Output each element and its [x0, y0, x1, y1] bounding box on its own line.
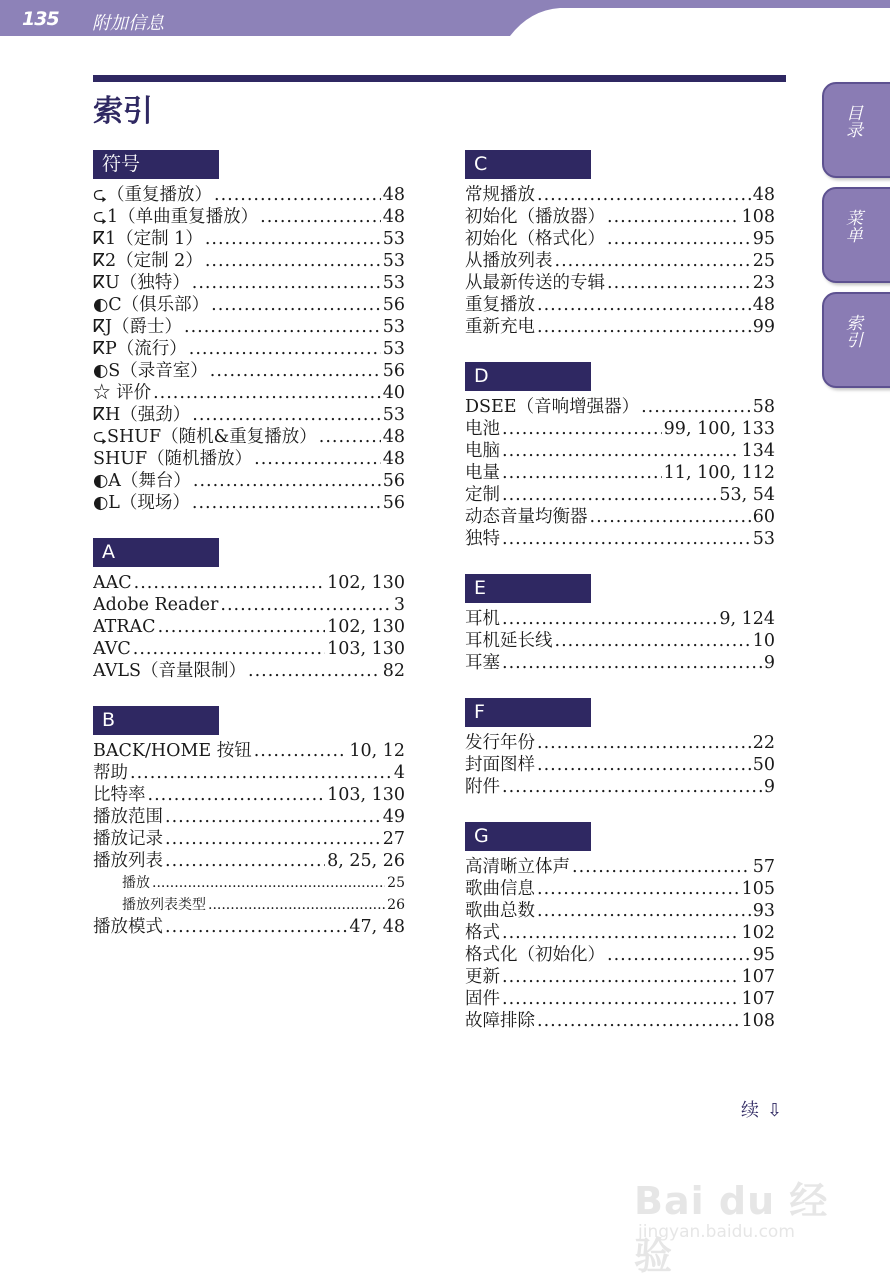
tab-menu[interactable] — [822, 187, 890, 283]
entry-page: 53 — [382, 339, 405, 359]
tab-menu-label: 菜单 — [842, 209, 862, 243]
index-entry[interactable] — [465, 776, 775, 798]
index-entry[interactable] — [465, 856, 775, 878]
entry-term: 初始化（播放器） — [465, 207, 605, 227]
entry-term: DSEE（音响增强器） — [465, 397, 640, 417]
entry-page: 9 — [763, 777, 775, 797]
index-entry[interactable] — [93, 916, 405, 938]
arrow-down-icon: ⇩ — [767, 1100, 783, 1121]
index-entry[interactable] — [465, 652, 775, 674]
entry-page: 102, 130 — [327, 617, 405, 637]
entry-page: 50 — [752, 755, 775, 775]
entry-page: 22 — [752, 733, 775, 753]
entry-page: 53 — [382, 251, 405, 271]
entry-term: ⴽP（流行） — [93, 339, 187, 359]
dot-leader — [148, 784, 326, 806]
dot-leader — [248, 660, 381, 682]
dot-leader — [165, 850, 325, 872]
dot-leader — [192, 404, 380, 426]
entry-term: ☆ 评价 — [93, 383, 152, 403]
dot-leader — [158, 616, 326, 638]
entry-term: 播放列表类型 — [122, 897, 206, 913]
dot-leader — [260, 206, 381, 228]
index-section — [465, 574, 775, 674]
section-heading: 符号 — [93, 150, 219, 179]
dot-leader — [193, 470, 381, 492]
entry-page: 53 — [382, 317, 405, 337]
entry-term: ⴽH（强劲） — [93, 405, 191, 425]
index-entry[interactable] — [93, 806, 405, 828]
entry-page: 108 — [741, 1011, 775, 1031]
entry-page: 53 — [752, 529, 775, 549]
entry-page: 53, 54 — [719, 485, 775, 505]
tab-contents[interactable] — [822, 82, 890, 178]
index-entry[interactable] — [465, 396, 775, 418]
index-entry[interactable] — [93, 828, 405, 850]
index-entry[interactable] — [93, 228, 405, 250]
entry-page: 56 — [382, 471, 405, 491]
entry-term: AVC — [93, 639, 131, 659]
dot-leader — [134, 572, 325, 594]
entry-page: 103, 130 — [327, 639, 405, 659]
entry-term: ⴽU（独特） — [93, 273, 190, 293]
dot-leader — [607, 206, 740, 228]
entry-page: 56 — [382, 361, 405, 381]
index-entry[interactable] — [465, 440, 775, 462]
index-entry[interactable] — [93, 272, 405, 294]
entry-page: 26 — [387, 897, 405, 913]
dot-leader — [502, 418, 662, 440]
entry-page: 102, 130 — [327, 573, 405, 593]
entry-page: 103, 130 — [327, 785, 405, 805]
entry-term: 重复播放 — [465, 295, 535, 315]
dot-leader — [537, 316, 751, 338]
entry-term: BACK/HOME 按钮 — [93, 741, 252, 761]
entry-term: SHUF（随机播放） — [93, 449, 253, 469]
entry-page: 57 — [752, 857, 775, 877]
dot-leader — [537, 732, 751, 754]
section-heading: A — [93, 538, 219, 567]
entry-page: 95 — [752, 945, 775, 965]
entry-term: AAC — [93, 573, 132, 593]
entry-term: 耳机 — [465, 609, 500, 629]
entry-term: 播放范围 — [93, 807, 163, 827]
index-entry[interactable] — [93, 872, 405, 894]
dot-leader — [607, 272, 751, 294]
entry-page: 56 — [382, 295, 405, 315]
index-entry[interactable] — [465, 754, 775, 776]
entry-term: Adobe Reader — [93, 595, 219, 615]
entry-term: 高清晰立体声 — [465, 857, 570, 877]
index-entry[interactable] — [465, 922, 775, 944]
entry-page: 107 — [741, 989, 775, 1009]
entry-page: 82 — [382, 661, 405, 681]
entry-page: 134 — [741, 441, 775, 461]
entry-page: 23 — [752, 273, 775, 293]
index-section — [93, 538, 405, 682]
entry-term: 电脑 — [465, 441, 500, 461]
entry-page: 4 — [393, 763, 405, 783]
index-entry[interactable] — [93, 316, 405, 338]
dot-leader — [153, 382, 381, 404]
entry-term: 常规播放 — [465, 185, 535, 205]
entry-term: 电池 — [465, 419, 500, 439]
entry-term: 定制 — [465, 485, 500, 505]
entry-page: 56 — [382, 493, 405, 513]
entry-page: 48 — [382, 427, 405, 447]
index-entry[interactable] — [93, 784, 405, 806]
entry-term: ◐C（俱乐部） — [93, 295, 210, 315]
index-entry[interactable] — [465, 228, 775, 250]
entry-term: ⮎SHUF（随机&重复播放） — [93, 427, 317, 447]
entry-term: 帮助 — [93, 763, 128, 783]
entry-term: 固件 — [465, 989, 500, 1009]
index-column-right — [465, 150, 775, 1056]
index-entry[interactable] — [93, 894, 405, 916]
index-entry[interactable] — [465, 988, 775, 1010]
entry-page: 93 — [752, 901, 775, 921]
dot-leader — [254, 740, 348, 762]
entry-page: 99 — [752, 317, 775, 337]
dot-leader — [214, 184, 381, 206]
index-entry[interactable] — [465, 506, 775, 528]
entry-term: 播放 — [122, 875, 150, 891]
entry-page: 25 — [752, 251, 775, 271]
index-entry[interactable] — [465, 1010, 775, 1032]
dot-leader — [502, 988, 740, 1010]
index-section — [465, 362, 775, 550]
dot-leader — [537, 900, 751, 922]
index-entry[interactable] — [93, 184, 405, 206]
index-entry[interactable] — [465, 878, 775, 900]
section-heading: B — [93, 706, 219, 735]
dot-leader — [537, 754, 751, 776]
entry-page: 10 — [752, 631, 775, 651]
entry-term: 格式化（初始化） — [465, 945, 605, 965]
entry-page: 48 — [382, 207, 405, 227]
index-entry[interactable] — [93, 850, 405, 872]
dot-leader — [502, 484, 717, 506]
section-heading: G — [465, 822, 591, 851]
dot-leader — [211, 294, 381, 316]
entry-page: 48 — [752, 185, 775, 205]
entry-page: 48 — [382, 449, 405, 469]
watermark — [634, 1160, 844, 1278]
entry-term: 电量 — [465, 463, 500, 483]
entry-page: 95 — [752, 229, 775, 249]
index-entry[interactable] — [93, 638, 405, 660]
index-entry[interactable] — [465, 184, 775, 206]
index-entry[interactable] — [93, 470, 405, 492]
entry-page: 60 — [752, 507, 775, 527]
index-entry[interactable] — [93, 338, 405, 360]
dot-leader — [319, 426, 381, 448]
dot-leader — [192, 272, 381, 294]
tab-index[interactable] — [822, 292, 890, 388]
entry-term: ⮎1（单曲重复播放） — [93, 207, 259, 227]
index-entry[interactable] — [465, 944, 775, 966]
dot-leader — [502, 440, 740, 462]
watermark-url: jingyan.baidu.com — [638, 1222, 795, 1242]
entry-term: 从播放列表 — [465, 251, 553, 271]
dot-leader — [205, 250, 381, 272]
entry-page: 108 — [741, 207, 775, 227]
dot-leader — [205, 228, 381, 250]
index-entry[interactable] — [465, 206, 775, 228]
entry-page: 48 — [752, 295, 775, 315]
entry-term: 附件 — [465, 777, 500, 797]
dot-leader — [165, 916, 347, 938]
dot-leader — [189, 338, 381, 360]
index-entry[interactable] — [93, 616, 405, 638]
entry-term: ⴽ2（定制 2） — [93, 251, 203, 271]
entry-term: 播放模式 — [93, 917, 163, 937]
dot-leader — [502, 922, 740, 944]
dot-leader — [502, 462, 662, 484]
index-entry[interactable] — [465, 316, 775, 338]
dot-leader — [502, 608, 717, 630]
entry-term: ◐L（现场） — [93, 493, 190, 513]
dot-leader — [537, 1010, 740, 1032]
title-rule — [93, 75, 786, 82]
index-entry[interactable] — [93, 250, 405, 272]
index-entry[interactable] — [93, 572, 405, 594]
entry-term: 从最新传送的专辑 — [465, 273, 605, 293]
index-entry[interactable] — [93, 492, 405, 514]
dot-leader — [152, 872, 385, 894]
index-entry[interactable] — [465, 418, 775, 440]
entry-page: 47, 48 — [349, 917, 405, 937]
index-column-left — [93, 150, 405, 962]
watermark-brand: Bai du 经验 — [634, 1179, 829, 1278]
entry-page: 102 — [741, 923, 775, 943]
entry-page: 49 — [382, 807, 405, 827]
index-section — [465, 698, 775, 798]
section-heading: E — [465, 574, 591, 603]
entry-page: 53 — [382, 229, 405, 249]
dot-leader — [590, 506, 751, 528]
entry-term: 耳机延长线 — [465, 631, 553, 651]
index-entry[interactable] — [93, 594, 405, 616]
index-entry[interactable] — [93, 426, 405, 448]
tab-index-label: 索引 — [842, 314, 862, 348]
continued-label: 续 — [741, 1100, 759, 1121]
index-entry[interactable] — [465, 528, 775, 550]
dot-leader — [208, 894, 385, 916]
entry-page: 9, 124 — [719, 609, 775, 629]
entry-term: 播放列表 — [93, 851, 163, 871]
entry-page: 40 — [382, 383, 405, 403]
dot-leader — [192, 492, 381, 514]
index-entry[interactable] — [93, 448, 405, 470]
index-entry[interactable] — [93, 762, 405, 784]
index-entry[interactable] — [465, 608, 775, 630]
section-name: 附加信息 — [92, 13, 164, 34]
dot-leader — [133, 638, 325, 660]
entry-term: 更新 — [465, 967, 500, 987]
index-entry[interactable] — [93, 404, 405, 426]
entry-term: ⮎（重复播放） — [93, 185, 213, 205]
index-section — [93, 150, 405, 514]
dot-leader — [537, 294, 751, 316]
dot-leader — [607, 944, 751, 966]
entry-page: 53 — [382, 405, 405, 425]
entry-page: 9 — [763, 653, 775, 673]
entry-term: 耳塞 — [465, 653, 500, 673]
index-entry[interactable] — [93, 660, 405, 682]
index-entry[interactable] — [465, 272, 775, 294]
entry-term: 歌曲总数 — [465, 901, 535, 921]
dot-leader — [254, 448, 381, 470]
entry-page: 107 — [741, 967, 775, 987]
dot-leader — [641, 396, 751, 418]
entry-term: 发行年份 — [465, 733, 535, 753]
entry-page: 8, 25, 26 — [327, 851, 405, 871]
entry-page: 27 — [382, 829, 405, 849]
entry-term: 独特 — [465, 529, 500, 549]
entry-page: 99, 100, 133 — [663, 419, 775, 439]
entry-term: 歌曲信息 — [465, 879, 535, 899]
entry-term: 故障排除 — [465, 1011, 535, 1031]
entry-term: 封面图样 — [465, 755, 535, 775]
dot-leader — [607, 228, 751, 250]
entry-page: 11, 100, 112 — [663, 463, 775, 483]
dot-leader — [537, 878, 740, 900]
entry-term: ◐A（舞台） — [93, 471, 191, 491]
entry-term: 动态音量均衡器 — [465, 507, 588, 527]
entry-term: ⴽJ（爵士） — [93, 317, 183, 337]
index-section — [93, 706, 405, 938]
page-title: 索引 — [93, 94, 153, 129]
dot-leader — [555, 250, 751, 272]
dot-leader — [165, 806, 381, 828]
dot-leader — [572, 856, 751, 878]
index-entry[interactable] — [93, 382, 405, 404]
entry-term: 重新充电 — [465, 317, 535, 337]
dot-leader — [537, 184, 751, 206]
index-section — [465, 150, 775, 338]
entry-term: 初始化（格式化） — [465, 229, 605, 249]
entry-page: 3 — [393, 595, 405, 615]
entry-term: 格式 — [465, 923, 500, 943]
entry-term: ATRAC — [93, 617, 156, 637]
section-heading: F — [465, 698, 591, 727]
index-entry[interactable] — [465, 484, 775, 506]
continued-link[interactable] — [741, 1096, 782, 1122]
entry-page: 53 — [382, 273, 405, 293]
entry-term: ◐S（录音室） — [93, 361, 208, 381]
entry-term: 比特率 — [93, 785, 146, 805]
entry-page: 10, 12 — [349, 741, 405, 761]
tab-contents-label: 目录 — [842, 104, 862, 138]
section-heading: C — [465, 150, 591, 179]
index-entry[interactable] — [93, 740, 405, 762]
index-entry[interactable] — [93, 294, 405, 316]
entry-term: AVLS（音量限制） — [93, 661, 247, 681]
index-entry[interactable] — [465, 732, 775, 754]
dot-leader — [555, 630, 751, 652]
dot-leader — [220, 594, 391, 616]
index-entry[interactable] — [93, 360, 405, 382]
dot-leader — [502, 966, 740, 988]
page-header — [0, 0, 890, 36]
dot-leader — [130, 762, 392, 784]
index-entry[interactable] — [465, 250, 775, 272]
entry-page: 58 — [752, 397, 775, 417]
dot-leader — [502, 528, 751, 550]
page-number: 135 — [22, 8, 59, 30]
dot-leader — [165, 828, 381, 850]
index-entry[interactable] — [465, 294, 775, 316]
entry-term: ⴽ1（定制 1） — [93, 229, 203, 249]
index-entry[interactable] — [465, 462, 775, 484]
dot-leader — [502, 776, 762, 798]
entry-term: 播放记录 — [93, 829, 163, 849]
entry-page: 25 — [387, 875, 405, 891]
entry-page: 105 — [741, 879, 775, 899]
dot-leader — [210, 360, 381, 382]
dot-leader — [502, 652, 762, 674]
index-entry[interactable] — [465, 630, 775, 652]
index-entry[interactable] — [465, 900, 775, 922]
dot-leader — [184, 316, 381, 338]
section-heading: D — [465, 362, 591, 391]
index-entry[interactable] — [465, 966, 775, 988]
entry-page: 48 — [382, 185, 405, 205]
index-entry[interactable] — [93, 206, 405, 228]
index-section — [465, 822, 775, 1032]
